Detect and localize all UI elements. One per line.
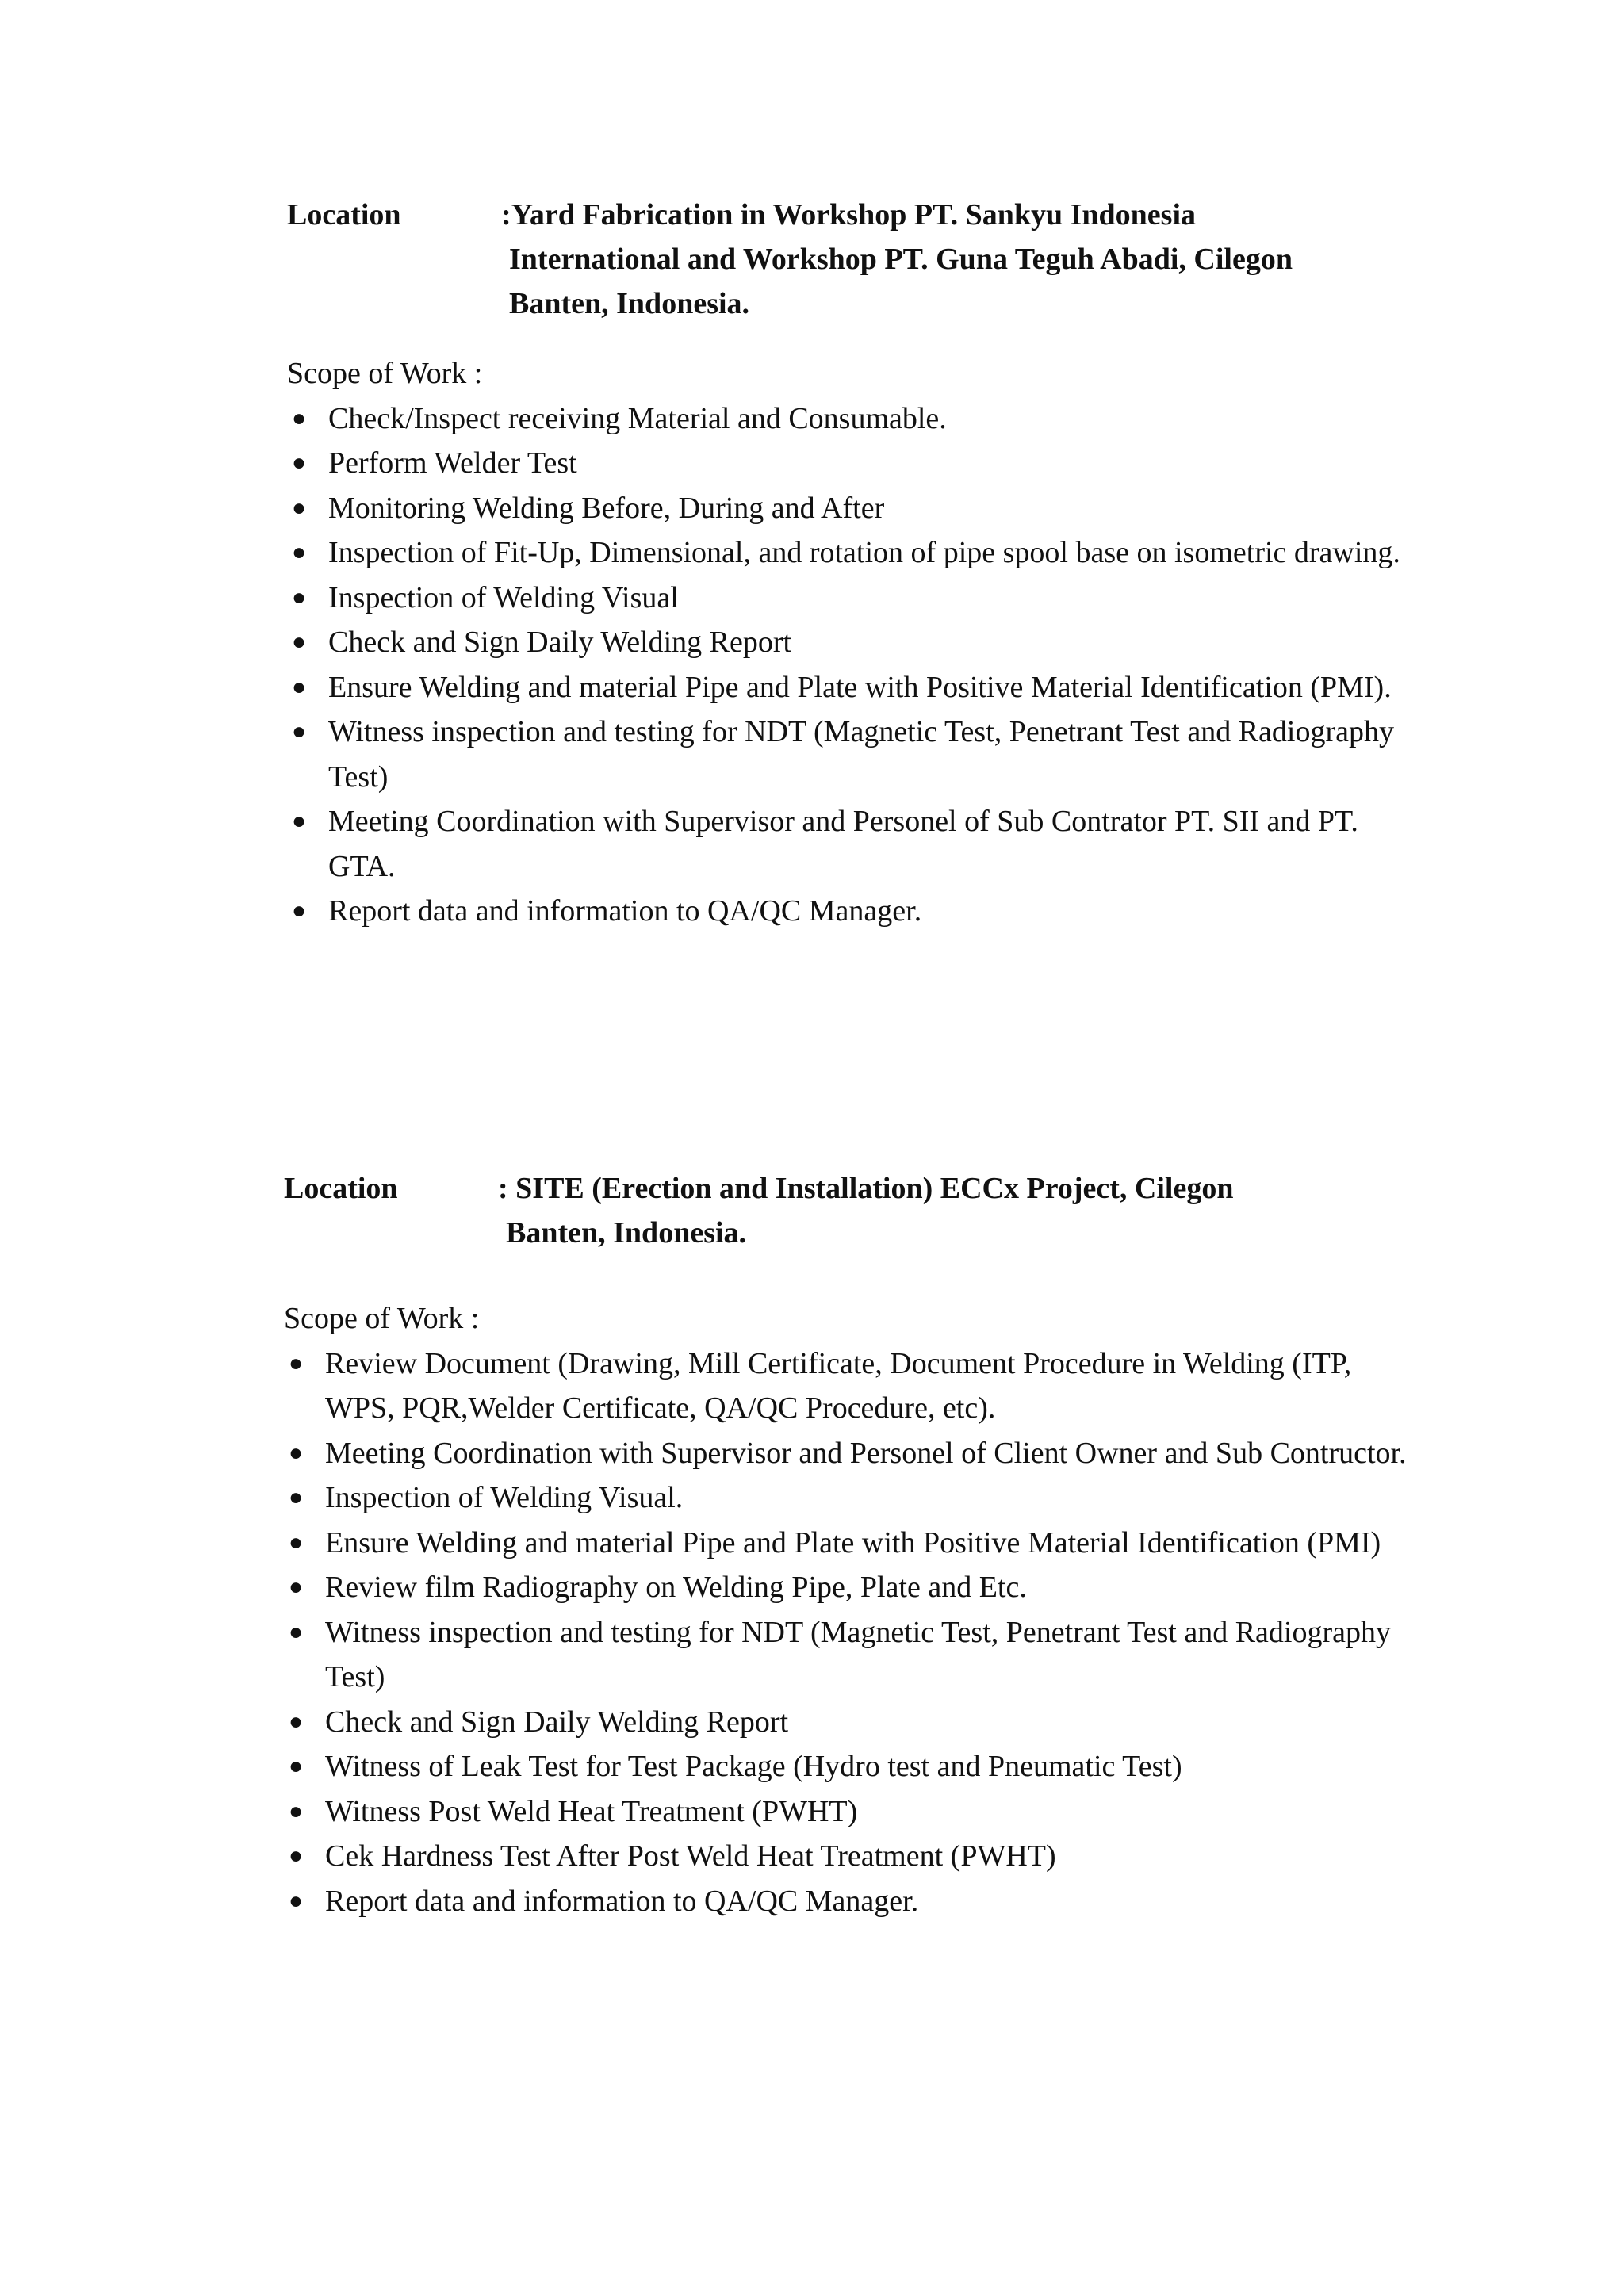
list-item-text: Inspection of Fit-Up, Dimensional, and rotation of pipe spool base on isometric drawing. <box>328 536 1400 569</box>
location-value <box>501 193 1397 326</box>
bullet-icon: ● <box>289 1484 304 1510</box>
list-item-text: Inspection of Welding Visual <box>328 580 679 614</box>
bullet-icon: ● <box>289 1887 304 1914</box>
bullet-icon: ● <box>289 1618 304 1645</box>
scope-list <box>284 1341 1410 1924</box>
scope-list <box>287 396 1413 934</box>
list-item-text: Review film Radiography on Welding Pipe, Plate and Etc. <box>325 1571 1027 1604</box>
list-item <box>284 1700 1410 1745</box>
list-item <box>284 1431 1410 1476</box>
bullet-icon: ● <box>289 1574 304 1600</box>
list-item <box>284 1341 1410 1431</box>
location-line: Banten, Indonesia. <box>509 287 750 320</box>
list-item <box>287 889 1413 934</box>
list-item <box>284 1521 1410 1566</box>
list-item <box>284 1789 1410 1835</box>
scope-section-1 <box>287 351 1413 934</box>
bullet-icon: ● <box>289 1797 304 1824</box>
bullet-icon: ● <box>289 1349 304 1376</box>
list-item <box>287 441 1413 486</box>
list-item-text: Cek Hardness Test After Post Weld Heat Treatment (PWHT) <box>325 1839 1056 1873</box>
list-item-text: Ensure Welding and material Pipe and Plate with Positive Material Identification (PMI). <box>328 670 1392 704</box>
location-section-1 <box>287 193 1397 326</box>
bullet-icon: ● <box>292 584 307 610</box>
list-item-text: Review Document (Drawing, Mill Certificate, Document Procedure in Welding (ITP, WPS, PQR,Welder Certificate, QA/QC Procedure, etc). <box>325 1346 1352 1425</box>
list-item <box>284 1744 1410 1789</box>
list-item-text: Check and Sign Daily Welding Report <box>325 1705 789 1739</box>
list-item-text: Report data and information to QA/QC Manager. <box>328 894 922 928</box>
bullet-icon: ● <box>292 450 307 476</box>
bullet-icon: ● <box>292 404 307 431</box>
list-item-text: Meeting Coordination with Supervisor and Personel of Sub Contrator PT. SII and PT. GTA. <box>328 805 1358 883</box>
scope-title: Scope of Work : <box>284 1302 480 1335</box>
list-item-text: Check/Inspect receiving Material and Consumable. <box>328 401 947 435</box>
list-item-text: Report data and information to QA/QC Manager. <box>325 1884 919 1918</box>
list-item <box>284 1879 1410 1924</box>
list-item-text: Check and Sign Daily Welding Report <box>328 626 792 659</box>
location-section-2 <box>284 1166 1394 1255</box>
list-item-text: Ensure Welding and material Pipe and Plate with Positive Material Identification (PMI) <box>325 1525 1381 1559</box>
location-label: Location <box>287 198 401 232</box>
list-item <box>284 1565 1410 1610</box>
bullet-icon: ● <box>292 673 307 700</box>
bullet-icon: ● <box>289 1843 304 1869</box>
list-item-text: Witness of Leak Test for Test Package (Hydro test and Pneumatic Test) <box>325 1750 1182 1783</box>
list-item <box>287 530 1413 576</box>
list-item <box>284 1834 1410 1879</box>
scope-title: Scope of Work : <box>287 357 483 390</box>
list-item-text: Monitoring Welding Before, During and After <box>328 491 885 525</box>
location-line: :Yard Fabrication in Workshop PT. Sankyu Indonesia <box>501 198 1197 232</box>
bullet-icon: ● <box>289 1753 304 1779</box>
location-line: International and Workshop PT. Guna Teguh Abadi, Cilegon <box>509 243 1293 276</box>
bullet-icon: ● <box>289 1708 304 1735</box>
bullet-icon: ● <box>292 897 307 924</box>
bullet-icon: ● <box>292 629 307 655</box>
list-item <box>287 576 1413 621</box>
list-item <box>284 1475 1410 1521</box>
list-item <box>287 665 1413 710</box>
list-item <box>284 1610 1410 1700</box>
location-label: Location <box>284 1172 398 1205</box>
list-item-text: Perform Welder Test <box>328 446 577 480</box>
bullet-icon: ● <box>289 1439 304 1466</box>
list-item-text: Inspection of Welding Visual. <box>325 1481 684 1514</box>
location-line: Banten, Indonesia. <box>506 1216 747 1249</box>
list-item <box>287 710 1413 799</box>
list-item-text: Witness Post Weld Heat Treatment (PWHT) <box>325 1794 858 1828</box>
list-item <box>287 799 1413 889</box>
bullet-icon: ● <box>289 1529 304 1556</box>
list-item-text: Witness inspection and testing for NDT (Magnetic Test, Penetrant Test and Radiography Test) <box>328 715 1394 794</box>
list-item <box>287 620 1413 665</box>
scope-section-2 <box>284 1296 1410 1923</box>
bullet-icon: ● <box>292 494 307 521</box>
list-item-text: Witness inspection and testing for NDT (Magnetic Test, Penetrant Test and Radiography Test) <box>325 1615 1391 1693</box>
list-item <box>287 396 1413 442</box>
bullet-icon: ● <box>292 718 307 744</box>
location-line: : SITE (Erection and Installation) ECCx Project, Cilegon <box>498 1172 1234 1205</box>
bullet-icon: ● <box>292 539 307 565</box>
list-item <box>287 486 1413 531</box>
bullet-icon: ● <box>292 808 307 834</box>
location-value <box>498 1166 1394 1255</box>
list-item-text: Meeting Coordination with Supervisor and Personel of Client Owner and Sub Contructor. <box>325 1436 1407 1470</box>
